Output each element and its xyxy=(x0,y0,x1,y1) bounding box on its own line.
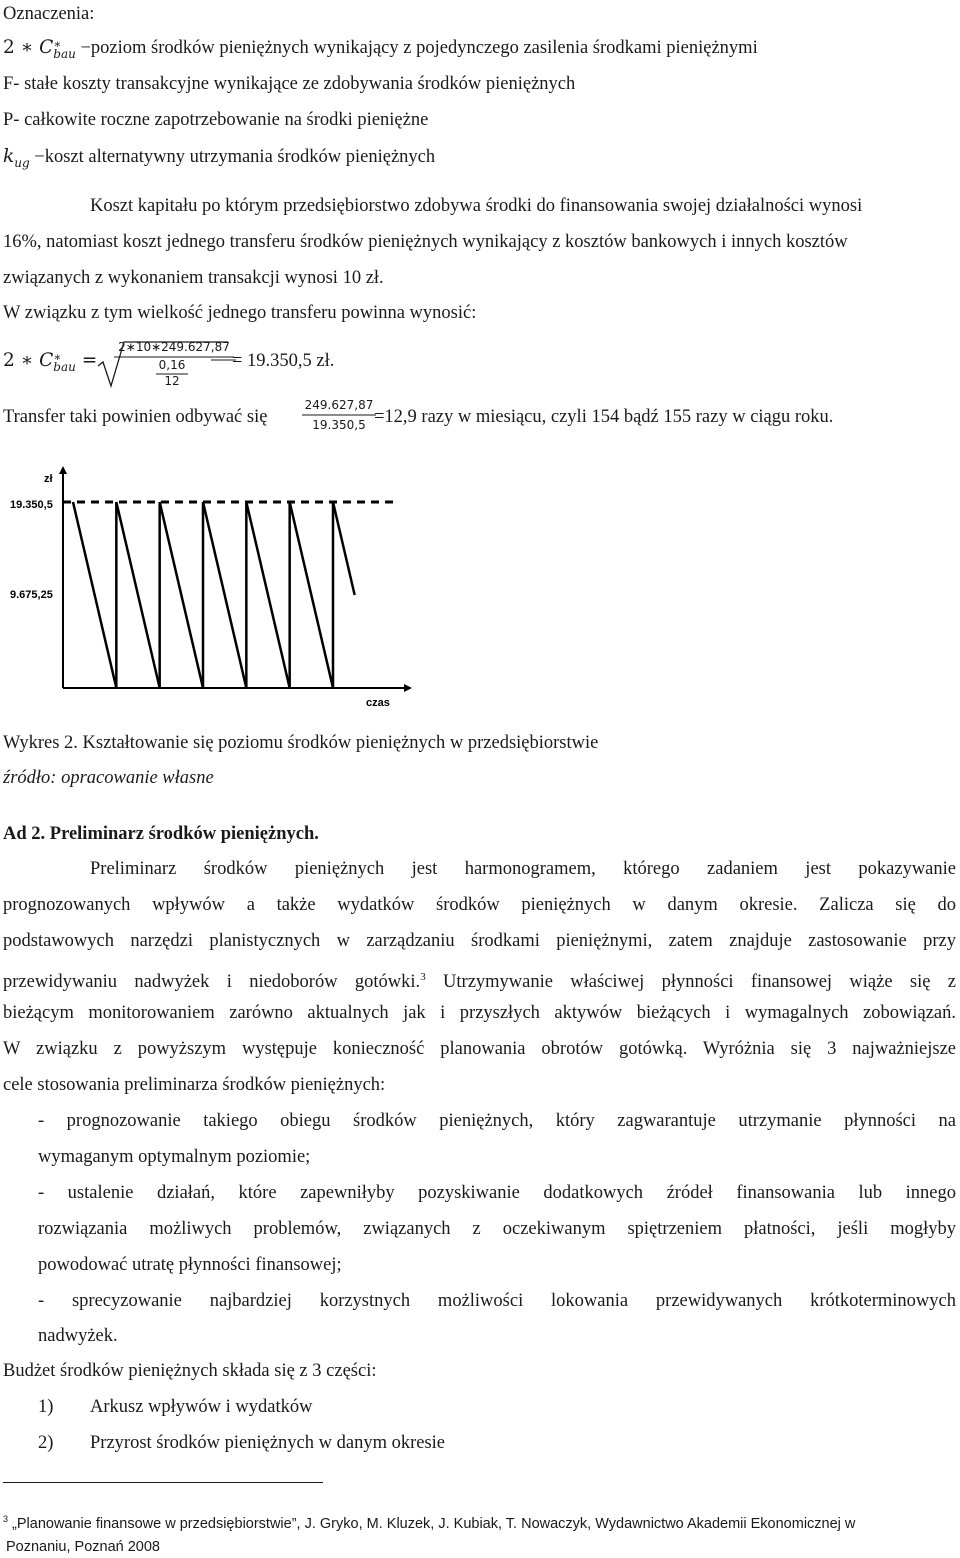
chart-series-segment xyxy=(290,502,333,688)
para1-line2: 16%, natomiast koszt jednego transferu środków pieniężnych wynikający z kosztów bankowych i innych kosztów xyxy=(3,232,848,252)
section-title: Ad 2. Preliminarz środków pieniężnych. xyxy=(3,824,319,844)
c-prefix: 2 ∗ xyxy=(3,37,40,58)
formula-inner-num: 0,16 xyxy=(158,358,186,372)
footnote-separator xyxy=(3,1482,323,1483)
formula-prefix: 2 ∗ xyxy=(3,350,40,371)
chart-y-arrow xyxy=(59,466,67,474)
notation-f: F- stałe koszty transakcyjne wynikające ze zdobywania środków pieniężnych xyxy=(3,74,576,94)
notation-k-ug xyxy=(3,146,435,174)
footnote-line-1 xyxy=(3,1508,855,1535)
bullet-2-line-2: rozwiązania możliwych problemów, związanych z oczekiwanym spiętrzeniem płatności, jeśli mogłyby xyxy=(38,1219,956,1239)
para1-line3: związanych z wykonaniem transakcji wynosi 10 zł. xyxy=(3,268,384,288)
para1-line1: Koszt kapitału po którym przedsiębiorstwo zdobywa środki do finansowania swojej działalności wynosi xyxy=(90,196,863,216)
budget-item-2-text: Przyrost środków pieniężnych w danym okresie xyxy=(90,1433,446,1453)
formula-eq: = xyxy=(75,350,98,371)
notation-c-bau xyxy=(3,37,758,59)
body-line-4-text: przewidywaniu nadwyżek i niedoborów gotówki. xyxy=(3,972,421,993)
formula-numerator: 2∗10∗249.627,87 xyxy=(118,340,230,354)
chart-xlabel: czas xyxy=(366,697,390,709)
formula-result: = 19.350,5 zł. xyxy=(232,351,335,371)
transfer-pre: Transfer taki powinien odbywać się xyxy=(3,407,268,427)
cash-level-chart xyxy=(0,460,420,720)
body-line-2: prognozowanych wpływów a także wydatków środków pieniężnych w danym okresie. Zalicza się do xyxy=(3,895,956,915)
footnote-line-2: Poznaniu, Poznań 2008 xyxy=(6,1539,160,1555)
transfer-num: 249.627,87 xyxy=(304,398,374,412)
chart-series-segment xyxy=(116,502,159,688)
para1-line4: W związku z tym wielkość jednego transferu powinna wynosić: xyxy=(3,303,477,323)
bullet-1-line-1: - prognozowanie takiego obiegu środków pieniężnych, który zagwarantuje utrzymanie płynności na xyxy=(38,1111,956,1131)
chart-ytick-1: 9.675,25 xyxy=(10,589,53,601)
footnote-text-1: „Planowanie finansowe w przedsiębiorstwie”, J. Gryko, M. Kluzek, J. Kubiak, T. Nowaczyk, Wydawnictwo Akademii Ekonomicznej w xyxy=(8,1515,856,1532)
budget-intro: Budżet środków pieniężnych składa się z 3 części: xyxy=(3,1361,377,1381)
k-symbol: k xyxy=(3,146,15,167)
chart-series-segment xyxy=(160,502,203,688)
budget-item-1-num: 1) xyxy=(38,1397,54,1417)
chart-ylabel: zł xyxy=(44,473,53,485)
budget-item-1-text: Arkusz wpływów i wydatków xyxy=(90,1397,313,1417)
formula-inner-den: 12 xyxy=(164,374,180,388)
chart-series-segment xyxy=(333,502,355,595)
chart-series-segment xyxy=(73,502,116,688)
chart-series-segment xyxy=(246,502,289,688)
chart-x-arrow xyxy=(404,684,412,692)
budget-item-2-num: 2) xyxy=(38,1433,54,1453)
chart-series-segment xyxy=(203,502,246,688)
k-desc: −koszt alternatywny utrzymania środków pieniężnych xyxy=(29,147,436,167)
bullet-1-line-2: wymaganym optymalnym poziomie; xyxy=(38,1147,311,1167)
transfer-den: 19.350,5 xyxy=(312,418,366,432)
body-line-4 xyxy=(3,966,956,993)
notation-p: P- całkowite roczne zapotrzebowanie na środki pieniężne xyxy=(3,110,429,130)
figure-caption: Wykres 2. Kształtowanie się poziomu środków pieniężnych w przedsiębiorstwie xyxy=(3,733,599,753)
bullet-2-line-3: powodować utratę płynności finansowej; xyxy=(38,1255,342,1275)
body-line-1: Preliminarz środków pieniężnych jest harmonogramem, którego zadaniem jest pokazywanie xyxy=(90,859,956,879)
footnote-marker: 3 xyxy=(3,1514,9,1524)
formula-symbol: C xyxy=(39,350,54,371)
c-sup: ∗ xyxy=(53,36,62,51)
body-line-7: cele stosowania preliminarza środków pieniężnych: xyxy=(3,1075,386,1095)
formula-sup: ∗ xyxy=(53,349,62,364)
c-desc: −poziom środków pieniężnych wynikający z pojedynczego zasilenia środkami pieniężnymi xyxy=(75,38,758,58)
body-line-3: podstawowych narzędzi planistycznych w zarządzaniu środkami pieniężnymi, zatem znajduje zastosowanie przy xyxy=(3,931,956,951)
transfer-bar xyxy=(302,414,376,416)
notation-heading: Oznaczenia: xyxy=(3,4,95,24)
bullet-3-line-2: nadwyżek. xyxy=(38,1326,118,1346)
c-symbol: C xyxy=(39,37,54,58)
bullet-2-line-1: - ustalenie działań, które zapewniłyby pozyskiwanie dodatkowych źródeł finansowania lub innego xyxy=(38,1183,956,1203)
transfer-post: =12,9 razy w miesiącu, czyli 154 bądź 155 razy w ciągu roku. xyxy=(374,407,834,427)
chart-ytick-0: 19.350,5 xyxy=(10,499,53,511)
k-sub: ug xyxy=(14,156,30,170)
footnote-ref: 3 xyxy=(420,971,426,983)
formula-lhs xyxy=(3,350,97,372)
body-line-6: W związku z powyższym występuje konieczność planowania obrotów gotówką. Wyróżnia się 3 najważniejsze xyxy=(3,1039,956,1059)
body-line-4-rest: Utrzymywanie właściwej płynności finansowej wiąże się z xyxy=(425,972,956,993)
c-sub: bau xyxy=(53,46,76,61)
body-line-5: bieżącym monitorowaniem zarówno aktualnych jak i przyszłych aktywów bieżących i wymagalnych zobowiązań. xyxy=(3,1003,956,1023)
formula-sub: bau xyxy=(53,359,76,374)
bullet-3-line-1: - sprecyzowanie najbardziej korzystnych możliwości lokowania przewidywanych krótkoterminowych xyxy=(38,1291,956,1311)
figure-source: źródło: opracowanie własne xyxy=(3,768,214,788)
